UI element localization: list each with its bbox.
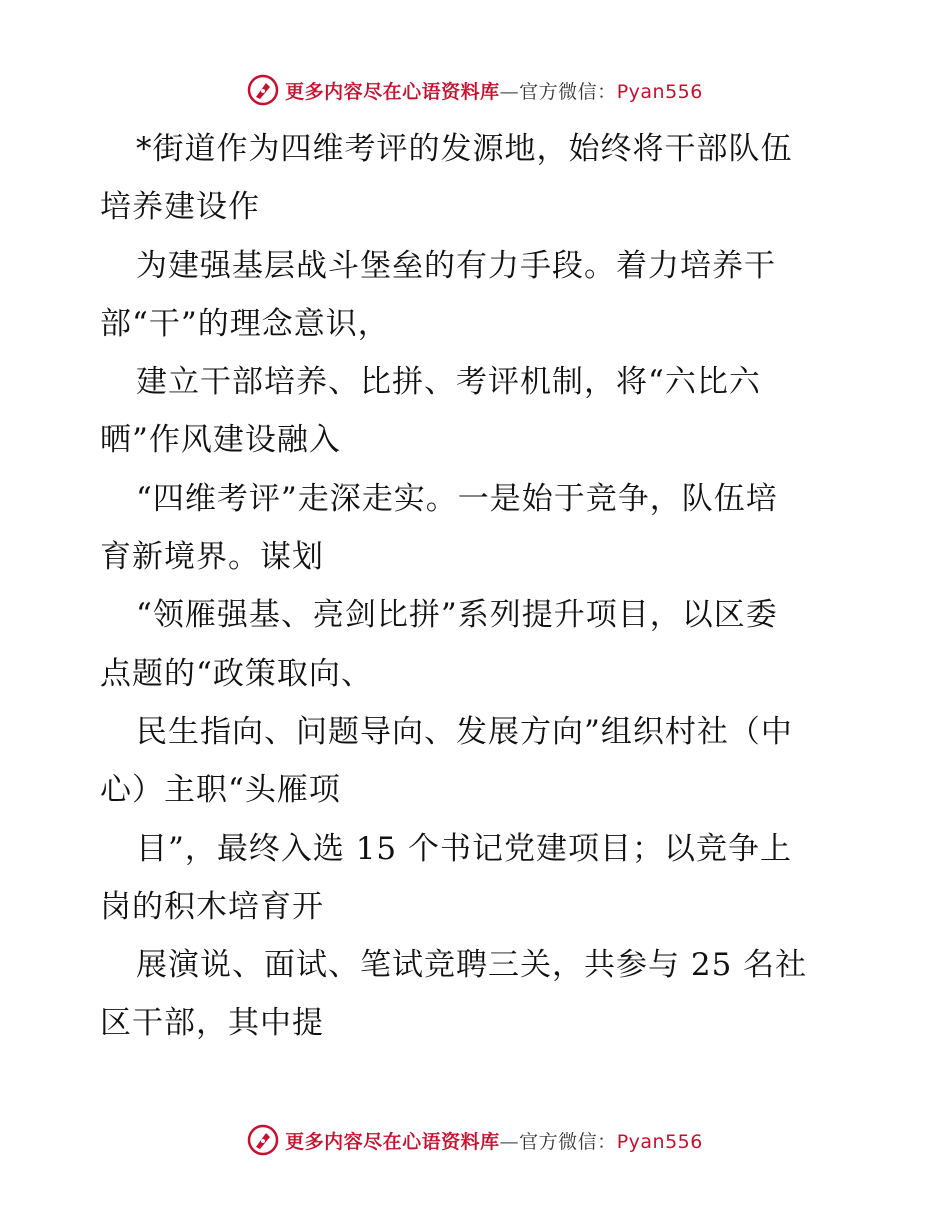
text-line: 心）主职“头雁项 bbox=[100, 772, 341, 809]
footer-banner bbox=[0, 1122, 950, 1158]
banner-wechat-label: 官方微信： bbox=[519, 80, 617, 103]
text-line: 部“干”的理念意识， bbox=[100, 305, 390, 342]
banner-wechat-id: Pyan556 bbox=[616, 80, 703, 103]
text-line: 目”，最终入选 15 个书记党建项目；以竞争上 bbox=[136, 830, 793, 867]
text-line: “四维考评”走深走实。一是始于竞争，队伍培 bbox=[136, 480, 778, 517]
header-banner bbox=[0, 72, 950, 108]
text-line: 岗的积木培育开 bbox=[100, 888, 324, 925]
banner-separator: — bbox=[499, 80, 520, 103]
pen-nib-logo-icon bbox=[247, 74, 279, 106]
text-line: 为建强基层战斗堡垒的有力手段。着力培养干 bbox=[136, 247, 776, 284]
text-line: 民生指向、问题导向、发展方向”组织村社（中 bbox=[136, 713, 793, 750]
banner-wechat-label: 官方微信： bbox=[519, 1130, 617, 1153]
text-line: 晒”作风建设融入 bbox=[100, 422, 341, 459]
text-line: 区干部，其中提 bbox=[100, 1005, 324, 1042]
text-line: *街道作为四维考评的发源地，始终将干部队伍 bbox=[136, 131, 793, 167]
document-body bbox=[100, 120, 855, 1053]
banner-wechat-id: Pyan556 bbox=[616, 1130, 703, 1153]
banner-text bbox=[285, 77, 703, 104]
text-line: 育新境界。谋划 bbox=[100, 539, 324, 576]
pen-nib-logo-icon bbox=[247, 1124, 279, 1156]
banner-main-text: 更多内容尽在心语资料库 bbox=[285, 80, 500, 103]
banner-separator: — bbox=[499, 1130, 520, 1153]
text-line: 建立干部培养、比拼、考评机制，将“六比六 bbox=[136, 364, 761, 401]
text-line: 点题的“政策取向、 bbox=[100, 655, 373, 692]
text-line: 展演说、面试、笔试竞聘三关，共参与 25 名社 bbox=[136, 947, 808, 984]
text-line: 培养建设作 bbox=[100, 189, 260, 226]
banner-text bbox=[285, 1127, 703, 1154]
text-line: “领雁强基、亮剑比拼”系列提升项目，以区委 bbox=[136, 597, 778, 634]
banner-main-text: 更多内容尽在心语资料库 bbox=[285, 1130, 500, 1153]
